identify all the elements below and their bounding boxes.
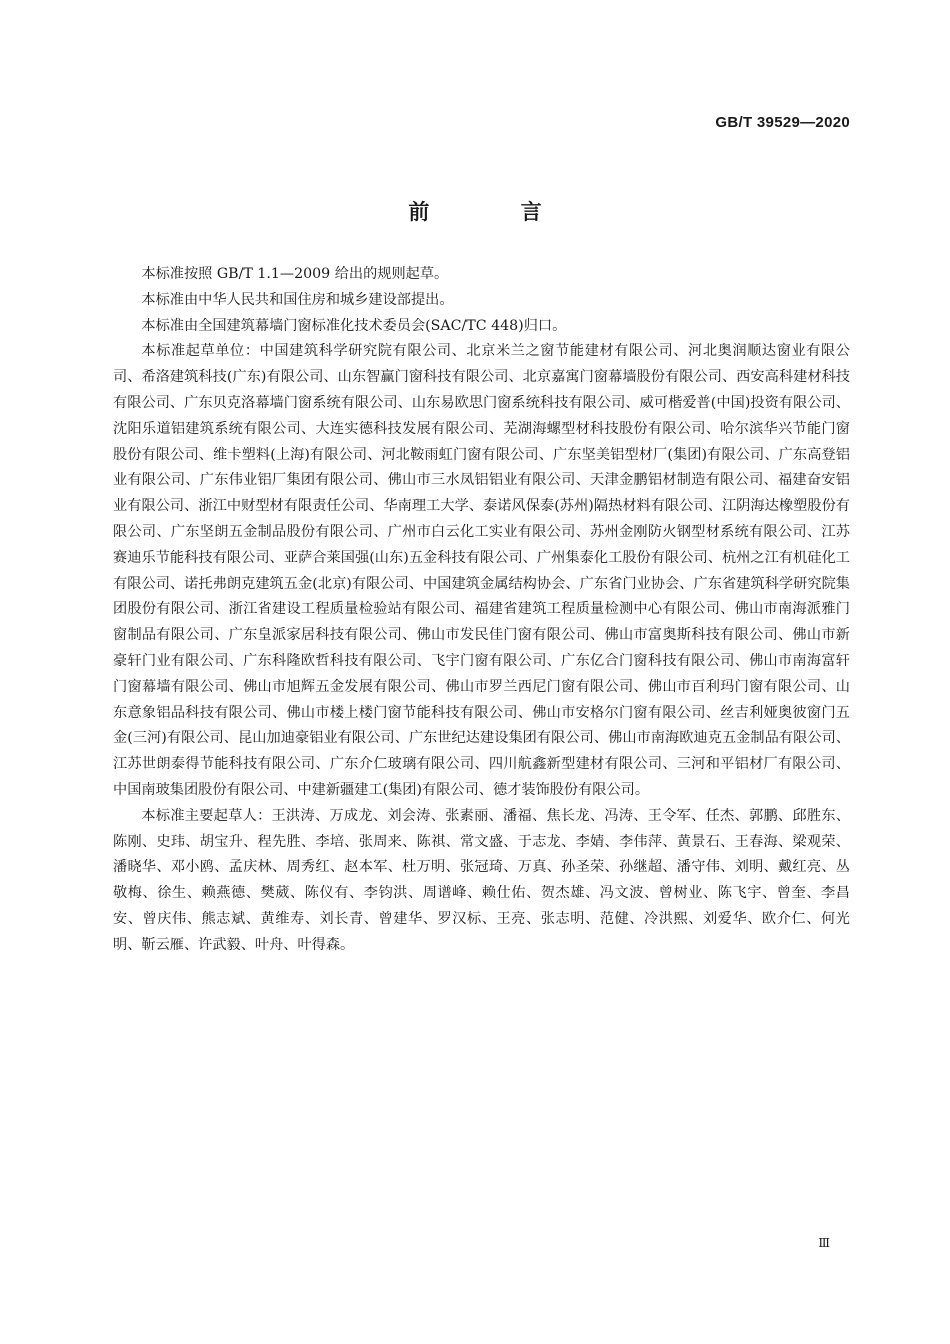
paragraph-proposer: 本标准由中华人民共和国住房和城乡建设部提出。 [141, 291, 454, 308]
paragraph-drafting-rules: 本标准按照 GB/T 1.1—2009 给出的规则起草。 [141, 266, 449, 282]
paragraph-technical-committee: 本标准由全国建筑幕墙门窗标准化技术委员会(SAC/TC 448)归口。 [141, 317, 567, 334]
standard-number: GB/T 39529—2020 [715, 114, 850, 131]
paragraph-drafting-organizations: 本标准起草单位：中国建筑科学研究院有限公司、北京米兰之窗节能建材有限公司、河北奥润顺达窗业有限公司、希洛建筑科技(广东)有限公司、山东智赢门窗科技有限公司、北京嘉寓门窗幕墙股份有限公司、西安高科建材科技有限公司、广东贝克洛幕墙门窗系统有限公司、山东易欧思门窗系统科技有限公司、威可楷爱普(中国)投资有限公司、沈阳乐道铝建筑系统有限公司、大连实德科技发展有限公司、芜湖海螺型材科技股份有限公司、哈尔滨华兴节能门窗股份有限公司、维卡塑料(上海)有限公司、河北鞍雨虹门窗有限公司、广东坚美铝型材厂(集团)有限公司、广东高登铝业有限公司、广东伟业铝厂集团有限公司、佛山市三水凤铝铝业有限公司、天津金鹏铝材制造有限公司、福建奋安铝业有限公司、浙江中财型材有限责任公司、华南理工大学、泰诺风保泰(苏州)隔热材料有限公司、江阴海达橡塑股份有限公司、广东坚朗五金制品股份有限公司、广州市白云化工实业有限公司、苏州金刚防火钢型材系统有限公司、江苏赛迪乐节能科技有限公司、亚萨合莱国强(山东)五金科技有限公司、广州集泰化工股份有限公司、杭州之江有机硅化工有限公司、诺托弗朗克建筑五金(北京)有限公司、中国建筑金属结构协会、广东省门业协会、广东省建筑科学研究院集团股份有限公司、浙江省建设工程质量检验站有限公司、福建省建筑工程质量检测中心有限公司、佛山市南海派雅门窗制品有限公司、广东皇派家居科技有限公司、佛山市发民佳门窗有限公司、佛山市富奥斯科技有限公司、佛山市新豪轩门业有限公司、广东科隆欧哲科技有限公司、飞宇门窗有限公司、广东亿合门窗科技有限公司、佛山市南海富轩门窗幕墙有限公司、佛山市旭辉五金发展有限公司、佛山市罗兰西尼门窗有限公司、佛山市百利玛门窗有限公司、山东意象铝品科技有限公司、佛山市楼上楼门窗节能科技有限公司、佛山市安格尔门窗有限公司、丝吉利娅奥彼窗门五金(三河)有限公司、昆山加迪豪铝业有限公司、广东世纪达建设集团有限公司、佛山市南海欧迪克五金制品有限公司、江苏世朗泰得节能科技有限公司、广东介仁玻璃有限公司、四川航鑫新型建材有限公司、三河和平铝材厂有限公司、中国南玻集团股份有限公司、中建新疆建工(集团)有限公司、德才装饰股份有限公司。 [113, 343, 850, 798]
paragraph-main-drafters: 本标准主要起草人：王洪涛、万成龙、刘会涛、张素丽、潘福、焦长龙、冯涛、王令军、任杰、郭鹏、邱胜东、陈刚、史玮、胡宝升、程先胜、李培、张周来、陈祺、常文盛、于志龙、李婧、李伟萍、黄景石、王春海、梁观荣、潘晓华、邓小鸥、孟庆林、周秀红、赵本军、杜万明、张冠琦、万真、孙圣荣、孙继超、潘守伟、刘明、戴红亮、丛敬梅、徐生、赖燕德、樊葳、陈仪有、李钧洪、周谱峰、赖仕佑、贺杰雄、冯文波、曾树业、陈飞宇、曾奎、李昌安、曾庆伟、熊志斌、黄维寿、刘长青、曾建华、罗汉标、王亮、张志明、范健、冷洪熙、刘爱华、欧介仁、何光明、靳云雁、许武毅、叶舟、叶得森。 [113, 807, 850, 953]
section-title-foreword: 前 言 [408, 200, 584, 224]
foreword-body [113, 262, 850, 959]
page-number: Ⅲ [818, 1236, 830, 1250]
